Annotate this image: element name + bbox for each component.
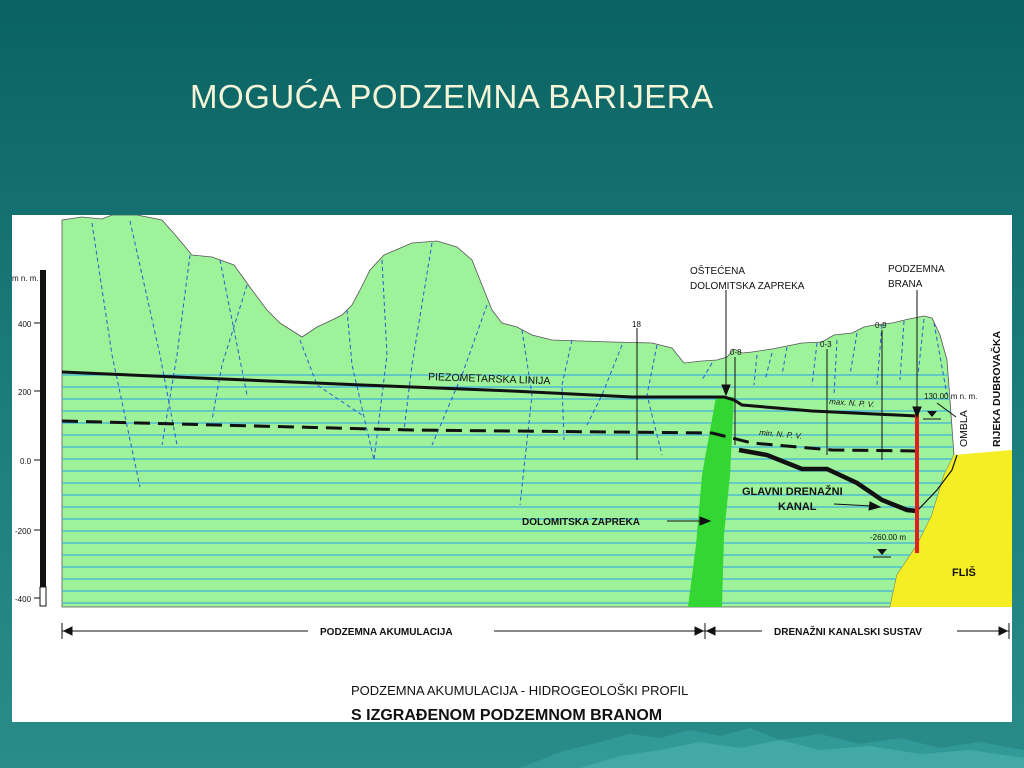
axis-unit-label: m n. m. [12,274,39,283]
underground-dam-label-2: BRANA [888,279,923,290]
axis-tick-0: 0.0 [20,457,32,466]
ombla-label: OMBLA [958,410,970,447]
borehole-o9-label: 0-9 [875,321,887,330]
zone-drainage-label: DRENAŽNI KANALSKI SUSTAV [774,627,922,638]
axis-tick-400: 400 [18,320,32,329]
flysch-label: FLIŠ [952,567,976,579]
dolomite-barrier-label: DOLOMITSKA ZAPREKA [522,517,640,528]
axis-tick-minus-400: -400 [15,595,32,604]
borehole-18-label: 18 [632,320,641,329]
piezometric-line-label: PIEZOMETARSKA LINIJA [427,371,551,388]
main-channel-label-1: GLAVNI DRENAŽNI [742,486,843,498]
decorative-mountain-graphic [520,722,1024,768]
hydrogeological-profile-panel [12,215,1012,722]
caption-line-1: PODZEMNA AKUMULACIJA - HIDROGEOLOŠKI PROFIL [351,683,689,698]
caption-line-2: S IZGRAĐENOM PODZEMNOM BRANOM [351,707,663,722]
axis-tick-minus-200: -200 [15,527,32,536]
min-level-label: min. N. P. V. [758,428,803,441]
hydrogeological-profile-diagram [12,215,1012,722]
max-level-label: max. N. P. V. [828,397,875,410]
borehole-o8-label: 0-8 [730,348,742,357]
slide-title: MOGUĆA PODZEMNA BARIJERA [190,78,714,115]
elevation-bottom-label: -260.00 m [870,533,907,542]
damaged-barrier-label-2: DOLOMITSKA ZAPREKA [690,281,805,292]
rijeka-label: RIJEKA DUBROVAČKA [991,330,1003,447]
axis-tick-200: 200 [18,388,32,397]
damaged-barrier-label-1: OŠTEĆENA [690,266,746,277]
elevation-top-label: 130.00 m n. m. [924,392,978,401]
zone-accumulation-label: PODZEMNA AKUMULACIJA [320,627,453,638]
main-channel-label-2: KANAL [778,501,817,513]
underground-dam-label-1: PODZEMNA [888,264,945,275]
borehole-o3-label: 0-3 [820,340,832,349]
elevation-scale [34,270,46,606]
